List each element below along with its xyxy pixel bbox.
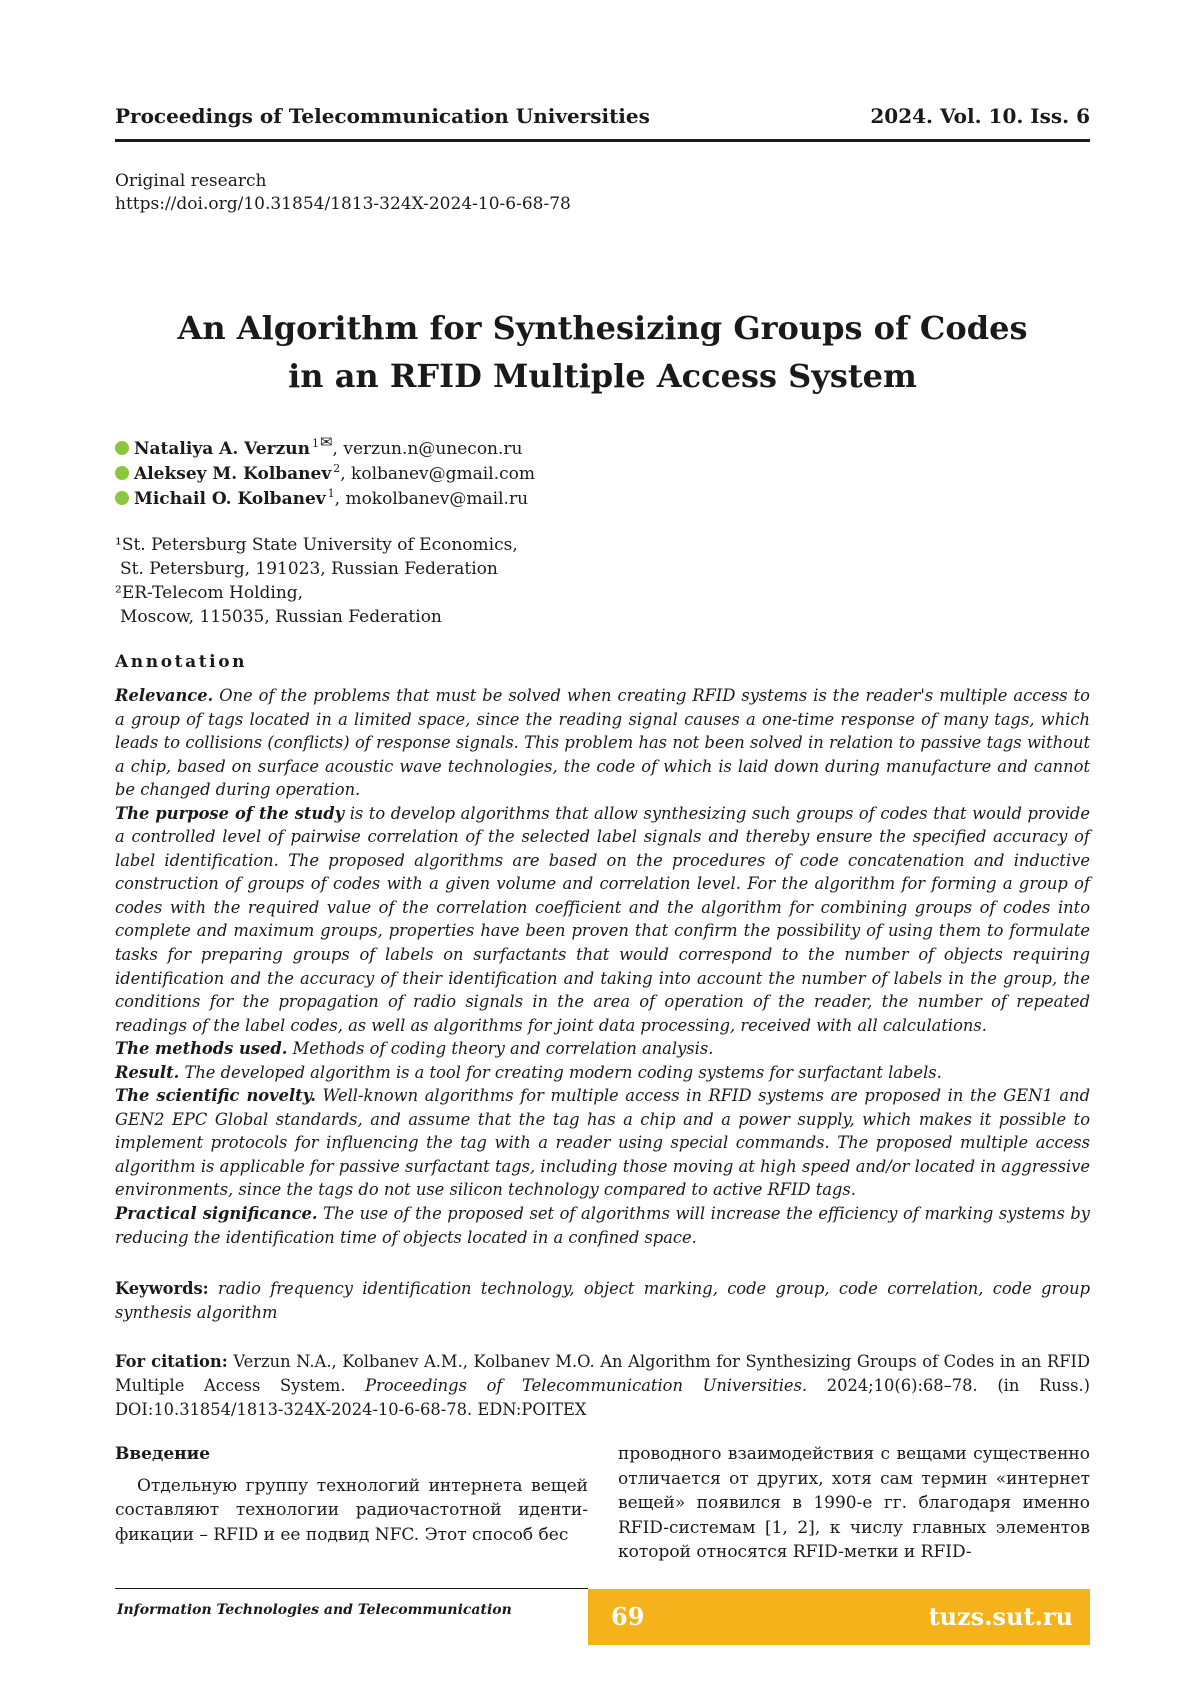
affiliation-2-line-1: ²ER-Telecom Holding, [115, 583, 304, 603]
affiliation-1-line-1: ¹St. Petersburg State University of Economics, [115, 535, 518, 555]
relevance-paragraph [115, 684, 1090, 802]
novelty-label: The scientific novelty. [115, 1086, 316, 1106]
purpose-label: The purpose of the study [115, 803, 345, 823]
practical-label: Practical significance. [115, 1204, 318, 1224]
purpose-text: is to develop algorithms that allow synthesizing such groups of codes that would provide a controlled level of pairwise correlation of the selected label signals and thereby ensure the specified accuracy of label identification. The proposed algorithms are based on the procedures of code concatenation and inductive construction of groups of codes with a given volume and correlation level. For the algorithm for forming a group of codes with the required value of the correlation coefficient and the algorithm for combining groups of codes into complete and maximum groups, properties have been proven that confirm the possibility of using them to formulate tasks for preparing groups of labels on surfactants that would correspond to the number of objects requiring identification and the accuracy of their identification and taking into account the number of labels in the group, the conditions for the propagation of radio signals in the area of operation of the reader, the number of repeated readings of the label codes, as well as algorithms for joint data processing, received with all calculations. [115, 803, 1090, 1035]
methods-text: Methods of coding theory and correlation analysis. [287, 1039, 714, 1059]
annotation-body [115, 684, 1090, 1249]
title-line-2: in an RFID Multiple Access System [288, 357, 917, 395]
article-type: Original research [115, 171, 267, 191]
relevance-label: Relevance. [115, 686, 214, 705]
affiliation-mark: 2 [333, 462, 341, 475]
author-1 [115, 433, 535, 462]
issue-info: 2024. Vol. 10. Iss. 6 [870, 104, 1090, 128]
author-email[interactable]: , kolbanev@gmail.com [340, 464, 535, 484]
author-email[interactable]: , verzun.n@unecon.ru [332, 439, 523, 459]
footer-section: Information Technologies and Telecommunication [117, 1602, 512, 1618]
citation-label: For citation: [115, 1352, 228, 1371]
affiliation-mark: 1 [311, 437, 319, 450]
footer-divider [115, 1588, 588, 1589]
intro-left-column [115, 1442, 588, 1547]
result-paragraph [115, 1061, 1090, 1085]
keywords-label: Keywords: [115, 1279, 209, 1298]
keywords-text: radio frequency identification technology, object marking, code group, code correlation, code group synthesis algorithm [115, 1279, 1090, 1322]
methods-label: The methods used. [115, 1039, 288, 1059]
practical-paragraph [115, 1202, 1090, 1249]
orcid-icon[interactable] [115, 466, 129, 480]
keywords [115, 1277, 1090, 1325]
relevance-text: One of the problems that must be solved when creating RFID systems is the reader's multiple access to a group of tags located in a limited space, since the reading signal causes a one-time response of many tags, which leads to collisions (conflicts) of response signals. This problem has not been solved in relation to passive tags without a chip, based on surface acoustic wave technologies, the code of which is laid down during manufacture and cannot be changed during operation. [115, 686, 1090, 800]
journal-title: Proceedings of Telecommunication Universities [115, 104, 650, 128]
novelty-paragraph [115, 1084, 1090, 1202]
author-list [115, 433, 535, 512]
article-title [115, 304, 1090, 400]
affiliation-1-line-2: St. Petersburg, 191023, Russian Federation [120, 559, 498, 579]
methods-paragraph [115, 1037, 1090, 1061]
affiliation-2-line-2: Moscow, 115035, Russian Federation [120, 607, 442, 627]
header-divider [115, 139, 1090, 142]
journal-site-link[interactable]: tuzs.sut.ru [928, 1602, 1073, 1631]
citation-journal: Proceedings of Telecommunication Universities. [365, 1376, 808, 1395]
affiliation-mark: 1 [327, 487, 335, 500]
author-email[interactable]: , mokolbanev@mail.ru [334, 489, 529, 509]
citation-details: 2024;10(6):68–78. (in Russ.) DOI:10.31854/1813-324X-2024-10-6-68-78. EDN:POITEX [115, 1376, 1090, 1419]
practical-text: The use of the proposed set of algorithms will increase the efficiency of marking systems by reducing the identification time of objects located in a confined space. [115, 1204, 1090, 1247]
orcid-icon[interactable] [115, 491, 129, 505]
citation-text: Verzun N.A., Kolbanev A.M., Kolbanev M.O. An Algorithm for Synthesizing Groups of Codes in an RFID Multiple Access System. [115, 1352, 1091, 1395]
orcid-icon[interactable] [115, 441, 129, 455]
intro-paragraph: Отдельную группу технологий интернета вещей составляют технологии радиочастотной идентификации – RFID и ее подвид NFC. Этот способ бес [115, 1475, 588, 1545]
result-text: The developed algorithm is a tool for creating modern coding systems for surfactant labels. [179, 1062, 942, 1082]
intro-right-column [618, 1442, 1090, 1565]
purpose-paragraph [115, 802, 1090, 1037]
envelope-icon[interactable]: ✉ [319, 433, 333, 451]
affiliations [115, 533, 518, 629]
citation [115, 1350, 1090, 1422]
doi-link[interactable]: https://doi.org/10.31854/1813-324X-2024-10-6-68-78 [115, 194, 571, 214]
novelty-text: Well-known algorithms for multiple access in RFID systems are proposed in the GEN1 and GEN2 EPC Global standards, and assume that the tag has a chip and a power supply, which makes it possible to implement protocols for influencing the tag with a reader using special commands. The proposed multiple access algorithm is applicable for passive surfactant tags, including those moving at high speed and/or located in aggressive environments, since the tags do not use silicon technology compared to active RFID tags. [115, 1086, 1090, 1200]
page-number: 69 [611, 1602, 645, 1631]
annotation-heading: Annotation [115, 652, 248, 672]
author-name: Michail O. Kolbanev [134, 489, 326, 509]
author-name: Nataliya A. Verzun [134, 439, 310, 459]
author-2 [115, 462, 535, 487]
author-name: Aleksey M. Kolbanev [134, 464, 332, 484]
author-3 [115, 487, 535, 512]
intro-heading: Введение [115, 1444, 211, 1464]
title-line-1: An Algorithm for Synthesizing Groups of Codes [177, 309, 1028, 347]
intro-paragraph-continued: проводного взаимодействия с вещами существенно отличается от других, хотя сам термин «интернет вещей» появился в 1990-е гг. благодаря именно RFID-системам [1, 2], к числу главных элементов которой относятся RFID-метки и RFID- [618, 1444, 1090, 1562]
result-label: Result. [115, 1062, 180, 1082]
